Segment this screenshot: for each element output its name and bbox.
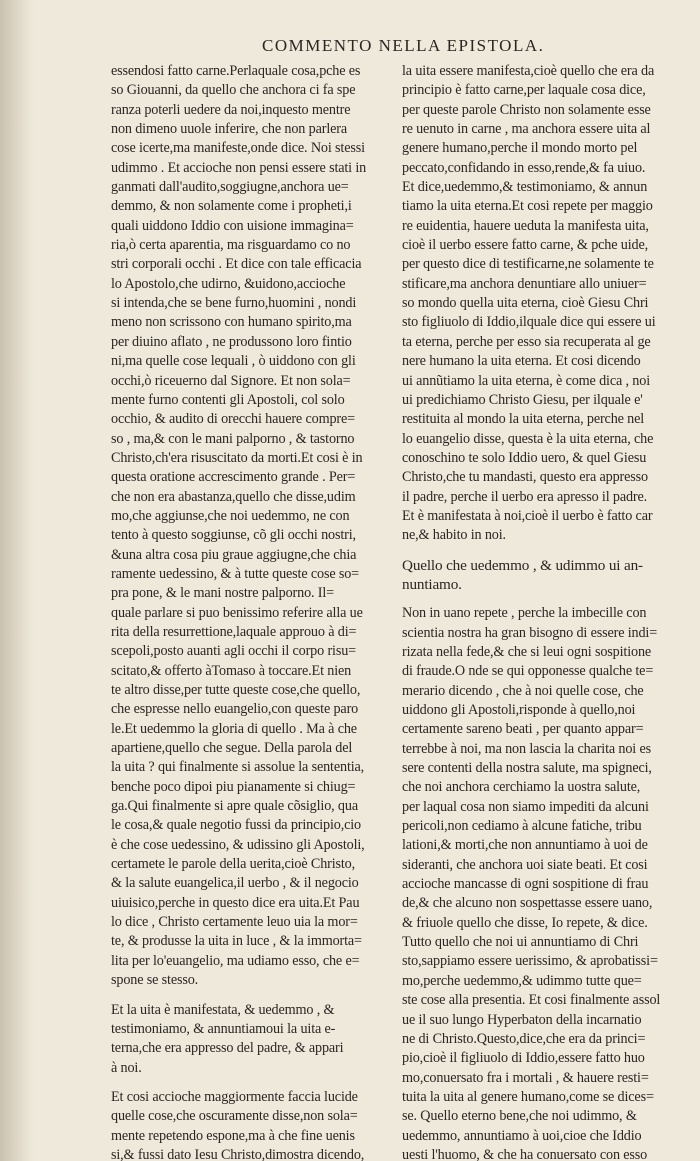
text-line: terrebbe à noi, ma non lascia la charita noi es <box>402 740 652 757</box>
text-line: pra pone, & le mani nostre palporno. Il= <box>111 585 335 602</box>
text-line: ganmati dall'audito,soggiugne,anchora ue= <box>111 179 349 196</box>
text-line: il padre, perche il uerbo era apresso il padre. <box>402 488 648 505</box>
text-line: so Giouanni, da quello che anchora ci fa spe <box>111 82 356 99</box>
text-line: &una altra cosa piu graue aggiugne,che chia <box>111 546 357 563</box>
text-line: te altro disse,per tutte queste cose,che quello, <box>111 682 361 698</box>
text-line: ga.Qui finalmente si apre quale cõsiglio, qua <box>111 798 358 815</box>
text-line: ne,& habito in noi. <box>402 527 506 544</box>
text-line: per diuino aflato , ne produssono loro fintio <box>111 333 352 350</box>
text-line: non dimeno uuole inferire, che non parlera <box>111 121 347 138</box>
text-line: Christo,ch'era risuscitato da morti.Et cosi è in <box>111 449 363 466</box>
text-line: occhi,ò riceuerno dal Signore. Et non sola= <box>111 372 351 389</box>
text-line: Tutto quello che noi ui annuntiamo di Chri <box>402 934 639 951</box>
text-line: mo,conuersato fra i mortali , & hauere resti= <box>402 1069 649 1086</box>
text-line: Christo,che tu mandasti, questo era appresso <box>402 469 648 486</box>
text-line: terna,che era appresso del padre, & appari <box>111 1040 344 1057</box>
text-line: ta eterna, perche per esso sia recuperata al ge <box>402 333 651 350</box>
text-line: spone se stesso. <box>111 972 199 989</box>
text-line: questa oratione accrescimento grande . Per= <box>111 469 356 486</box>
text-line: & la salute euangelica,il uerbo , & il negocio <box>111 875 359 892</box>
text-line: genere humano,perche il mondo morto pel <box>402 140 638 157</box>
text-line: si,& fussi dato Iesu Christo,dimostra dicendo, <box>111 1146 365 1161</box>
text-line: quelle cose,che oscuramente disse,non sola= <box>111 1108 358 1125</box>
text-line: che non era abastanza,quello che disse,udim <box>111 488 356 505</box>
text-line: te, & produsse la uita in luce , & la immorta= <box>111 933 362 950</box>
text-line: ranza poterli uedere da noi,inquesto mentre <box>111 101 351 118</box>
text-line: rizata nella fede,& che si leui ogni sospitione <box>402 643 652 660</box>
text-line: lo euangelio disse, questa è la uita eterna, che <box>402 430 654 447</box>
text-line: so , ma,& con le mani palporno , & tastorno <box>111 430 355 447</box>
text-line: re uenuto in carne , ma anchora essere uita al <box>402 121 651 138</box>
text-line: sideranti, che anchora uoi siate beati. Et cosi <box>402 856 648 873</box>
text-line: mo,che aggiunse,che noi uedemmo, ne con <box>111 507 350 524</box>
text-line: cioè il uerbo essere fatto carne, & pche uide, <box>402 237 648 254</box>
text-line: ue il suo lungo Hyperbaton della incarnatio <box>402 1011 642 1028</box>
left-paragraph-1 <box>111 62 395 991</box>
text-line: uiddono gli Apostoli,risponde à quello,noi <box>402 702 636 718</box>
text-line: scepoli,posto auanti agli occhi il corpo risu= <box>111 643 356 660</box>
text-line: tento à questo soggiunse, cõ gli occhi nostri, <box>111 527 356 544</box>
text-line: ria,ò certa aparentia, ma risguardamo co no <box>111 237 351 254</box>
left-paragraph-3 <box>111 1088 395 1161</box>
text-line: udimmo . Et accioche non pensi essere stati in <box>111 159 367 176</box>
text-line: mo,perche uedemmo,& udimmo tutte que= <box>402 972 642 989</box>
text-line: lo Apostolo,che udirno, &uidono,accioche <box>111 275 346 292</box>
text-line: lationi,& morti,che non annuntiamo à uoi de <box>402 837 648 854</box>
right-column <box>402 62 687 1161</box>
text-line: uesti l'huomo, & che ha conuersato con esso <box>402 1146 648 1161</box>
text-line: quali uiddono Iddio con uisione immagina= <box>111 217 354 234</box>
text-line: apartiene,quello che segue. Della parola del <box>111 740 353 757</box>
text-line: scientia nostra ha gran bisogno di essere indi= <box>402 624 658 641</box>
text-line: scitato,& offerto àTomaso à toccare.Et nien <box>111 662 352 679</box>
text-line: ui annũtiamo la uita eterna, è come dica , noi <box>402 372 650 389</box>
text-line: & friuole quello che disse, Io repete, & dice. <box>402 914 648 931</box>
text-line: benche poco dipoi piu pianamente si chiug= <box>111 778 356 795</box>
text-line: principio è fatto carne,per laquale cosa dice, <box>402 82 646 99</box>
text-line: la uita ? qui finalmente si assolue la sententia, <box>111 759 365 776</box>
text-line: Et cosi accioche maggiormente faccia lucide <box>111 1088 358 1105</box>
text-line: ni,ma quelle cose lequali , ò uiddono con gli <box>111 353 356 370</box>
text-line: lo dice , Christo certamente leuo uia la mor= <box>111 914 358 931</box>
text-line: sto,sappiamo essere uerissimo, & aprobatissi= <box>402 953 658 970</box>
right-paragraph-2 <box>402 604 687 1161</box>
text-line: Et la uita è manifestata, & uedemmo , & <box>111 1001 335 1018</box>
text-line: stri corporali occhi . Et dice con tale efficacia <box>111 256 362 273</box>
text-line: nere humano la uita eterna. Et cosi dicendo <box>402 353 641 370</box>
text-line: nuntiamo. <box>402 575 462 593</box>
running-header: COMMENTO NELLA EPISTOLA. <box>262 36 545 55</box>
text-line: occhio, & audito di orecchi hauere compre= <box>111 411 355 428</box>
text-line: peccato,confidando in esso,rende,& fa uiuo. <box>402 159 646 176</box>
text-line: conoschino te solo Iddio uero, & quel Giesu <box>402 449 647 466</box>
text-line: re euidentia, hauere ueduta la manifesta uita, <box>402 217 649 234</box>
left-paragraph-2 <box>111 1001 395 1078</box>
text-line: uiuisico,perche in questo dice era uita.Et Pau <box>111 894 360 911</box>
section-heading <box>402 556 687 595</box>
text-line: mente repetendo espone,ma à che fine uenis <box>111 1127 355 1144</box>
text-line: se. Quello eterno bene,che noi udimmo, & <box>402 1108 637 1125</box>
text-line: la uita essere manifesta,cioè quello che era da <box>402 63 655 79</box>
text-line: merario dicendo , che à noi quelle cose, che <box>402 682 644 699</box>
text-line: essendosi fatto carne.Perlaquale cosa,pche es <box>111 63 361 79</box>
text-line: Quello che uedemmo , & udimmo ui an- <box>402 556 643 574</box>
text-line: pio,cioè il figliuolo di Iddio,essere fatto huo <box>402 1050 645 1067</box>
text-line: stificare,ma anchora denuntiare allo uniuer= <box>402 275 647 292</box>
text-line: per questo dice di testificarne,ne solamente te <box>402 256 654 273</box>
text-line: si intenda,che se bene furno,huomini , nondi <box>111 295 357 312</box>
text-line: quale parlare si puo benissimo referire alla ue <box>111 604 363 621</box>
text-line: mente furno contenti gli Apostoli, col solo <box>111 391 345 408</box>
text-line: che espresse nello euangelio,con queste paro <box>111 701 359 718</box>
text-line: so mondo quella uita eterna, cioè Giesu Chri <box>402 295 649 312</box>
text-line: certamete le parole della uerita,cioè Christo, <box>111 856 356 873</box>
text-line: à noi. <box>111 1059 142 1076</box>
text-line: accioche mancasse di ogni sospitione di frau <box>402 876 649 893</box>
text-line: le.Et uedemmo la gloria di quello . Ma à che <box>111 720 357 737</box>
text-line: sto figliuolo di Iddio,ilquale dice qui essere ui <box>402 314 656 331</box>
text-line: restituita al mondo la uita eterna, perche nel <box>402 411 645 428</box>
text-line: testimoniamo, & annuntiamoui la uita e- <box>111 1020 336 1037</box>
text-line: per queste parole Christo non solamente esse <box>402 101 651 118</box>
text-line: Et dice,uedemmo,& testimoniamo, & annun <box>402 179 648 196</box>
right-paragraph-1 <box>402 62 687 546</box>
text-line: è che cose uedessino, & udissino gli Apostoli, <box>111 836 365 853</box>
text-line: tiamo la uita eterna.Et cosi repete per maggio <box>402 198 653 215</box>
text-line: certamente sareno beati , per quanto appar= <box>402 721 644 738</box>
text-line: lita per lo'euangelio, ma udiamo esso, che e= <box>111 952 360 969</box>
text-line: ste cose alla presentia. Et cosi finalmente assol <box>402 992 661 1009</box>
text-line: tuita la uita al genere humano,come se dices= <box>402 1088 654 1105</box>
text-line: meno non scrissono con humano spirito,ma <box>111 314 352 331</box>
text-line: per laqual cosa non siamo impediti da alcuni <box>402 798 649 815</box>
text-line: che noi anchora cerchiamo la uostra salute, <box>402 779 641 796</box>
text-line: le cosa,& quale negotio fussi da principio,cio <box>111 817 361 834</box>
text-line: sere contenti della nostra salute, ma spigneci, <box>402 760 652 777</box>
text-line: uedemmo, annuntiamo à uoi,cioe che Iddio <box>402 1127 642 1144</box>
text-line: Et è manifestata à noi,cioè il uerbo è fatto car <box>402 507 653 524</box>
text-line: ne di Christo.Questo,dice,che era da princi= <box>402 1030 646 1047</box>
text-line: pericoli,non cediamo à alcune fatiche, tribu <box>402 818 642 835</box>
text-line: ramente uedessino, & à tutte queste cose so= <box>111 565 360 582</box>
text-line: rita della resurrettione,laquale approuo à di= <box>111 623 357 640</box>
text-line: di fraude.O nde se qui opponesse qualche te= <box>402 663 654 680</box>
text-line: de,& che alcuno non sospettasse essere uano, <box>402 895 653 912</box>
text-line: demmo, & non solamente come i propheti,i <box>111 198 352 215</box>
text-line: Non in uano repete , perche la imbecille con <box>402 605 647 622</box>
text-line: cose icerte,ma manifeste,onde dice. Noi stessi <box>111 140 365 157</box>
left-column <box>111 62 395 1161</box>
text-line: ui predichiamo Christo Giesu, per ilquale e' <box>402 391 643 408</box>
